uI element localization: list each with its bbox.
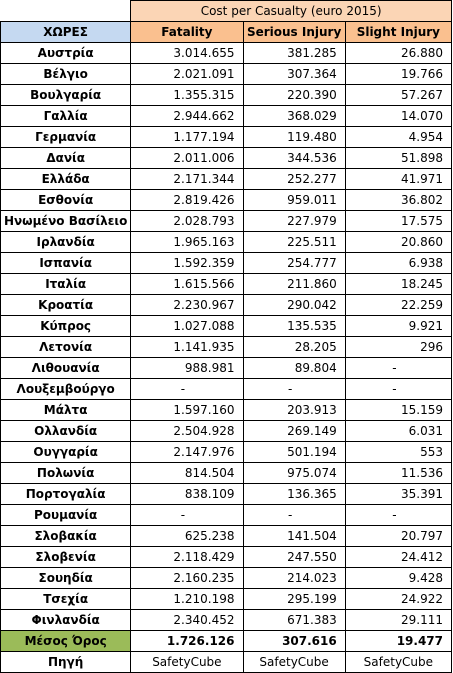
blank-corner-cell [1, 1, 131, 22]
slight-injury-cell: 26.880 [345, 43, 451, 64]
slight-injury-cell: 35.391 [345, 484, 451, 505]
country-cell: Βέλγιο [1, 64, 131, 85]
table-row [1, 337, 452, 358]
country-cell: Φινλανδία [1, 610, 131, 631]
country-cell: Τσεχία [1, 589, 131, 610]
slight-injury-cell: 51.898 [345, 148, 451, 169]
slight-injury-cell: 11.536 [345, 463, 451, 484]
slight-injury-cell: 9.921 [345, 316, 451, 337]
table-row [1, 64, 452, 85]
table-row [1, 400, 452, 421]
fatality-cell: 1.355.315 [131, 85, 243, 106]
fatality-cell: 814.504 [131, 463, 243, 484]
average-slight-injury: 19.477 [345, 631, 451, 652]
table-row [1, 589, 452, 610]
country-cell: Δανία [1, 148, 131, 169]
table-row [1, 190, 452, 211]
table-row [1, 484, 452, 505]
country-cell: Σλοβακία [1, 526, 131, 547]
slight-injury-cell: 9.428 [345, 568, 451, 589]
serious-injury-cell: 203.913 [243, 400, 345, 421]
source-fatality: SafetyCube [131, 652, 243, 673]
fatality-cell: 625.238 [131, 526, 243, 547]
fatality-cell: 2.011.006 [131, 148, 243, 169]
table-row [1, 547, 452, 568]
country-cell: Κροατία [1, 295, 131, 316]
country-cell: Αυστρία [1, 43, 131, 64]
table-row [1, 169, 452, 190]
serious-injury-cell: 141.504 [243, 526, 345, 547]
table-row [1, 106, 452, 127]
table-row [1, 148, 452, 169]
fatality-cell: 2.021.091 [131, 64, 243, 85]
country-cell: Ισπανία [1, 253, 131, 274]
country-cell: Γαλλία [1, 106, 131, 127]
serious-injury-cell: 671.383 [243, 610, 345, 631]
fatality-cell: 2.147.976 [131, 442, 243, 463]
slight-injury-cell: 296 [345, 337, 451, 358]
fatality-cell: 838.109 [131, 484, 243, 505]
source-row [1, 652, 452, 673]
table-row [1, 232, 452, 253]
slight-injury-cell: - [345, 379, 451, 400]
serious-injury-cell: 975.074 [243, 463, 345, 484]
serious-injury-cell: 290.042 [243, 295, 345, 316]
serious-injury-cell: 307.364 [243, 64, 345, 85]
slight-injury-cell: 4.954 [345, 127, 451, 148]
fatality-cell: 1.592.359 [131, 253, 243, 274]
fatality-cell: - [131, 379, 243, 400]
table-row [1, 568, 452, 589]
slight-injury-cell: 36.802 [345, 190, 451, 211]
country-cell: Γερμανία [1, 127, 131, 148]
fatality-cell: 2.028.793 [131, 211, 243, 232]
serious-injury-cell: 269.149 [243, 421, 345, 442]
country-cell: Σουηδία [1, 568, 131, 589]
serious-injury-cell: 28.205 [243, 337, 345, 358]
table-row [1, 358, 452, 379]
fatality-cell: 1.210.198 [131, 589, 243, 610]
table-row [1, 421, 452, 442]
slight-injury-cell: 22.259 [345, 295, 451, 316]
slight-injury-cell: 17.575 [345, 211, 451, 232]
source-serious-injury: SafetyCube [243, 652, 345, 673]
table-row [1, 43, 452, 64]
table-row [1, 505, 452, 526]
country-cell: Ελλάδα [1, 169, 131, 190]
table-row [1, 379, 452, 400]
serious-injury-cell: 247.550 [243, 547, 345, 568]
fatality-cell: 3.014.655 [131, 43, 243, 64]
serious-injury-cell: 119.480 [243, 127, 345, 148]
table-row [1, 127, 452, 148]
country-cell: Ηνωμένο Βασίλειο [1, 211, 131, 232]
country-cell: Βουλγαρία [1, 85, 131, 106]
slight-injury-cell: 57.267 [345, 85, 451, 106]
serious-injury-cell: 135.535 [243, 316, 345, 337]
country-cell: Πολωνία [1, 463, 131, 484]
fatality-cell: 2.504.928 [131, 421, 243, 442]
country-cell: Ολλανδία [1, 421, 131, 442]
fatality-cell: 2.340.452 [131, 610, 243, 631]
fatality-cell: 2.944.662 [131, 106, 243, 127]
slight-injury-cell: 20.797 [345, 526, 451, 547]
serious-injury-cell: 368.029 [243, 106, 345, 127]
slight-injury-cell: 6.031 [345, 421, 451, 442]
group-title: Cost per Casualty (euro 2015) [131, 1, 452, 22]
table-row [1, 526, 452, 547]
average-label: Μέσος Όρος [1, 631, 131, 652]
serious-injury-cell: 89.804 [243, 358, 345, 379]
country-cell: Εσθονία [1, 190, 131, 211]
average-fatality: 1.726.126 [131, 631, 243, 652]
source-label: Πηγή [1, 652, 131, 673]
table-row [1, 85, 452, 106]
slight-injury-cell: - [345, 358, 451, 379]
fatality-cell: - [131, 505, 243, 526]
slight-injury-cell: 41.971 [345, 169, 451, 190]
fatality-cell: 1.615.566 [131, 274, 243, 295]
column-header-row [1, 22, 452, 43]
table-row [1, 316, 452, 337]
slight-injury-cell: 19.766 [345, 64, 451, 85]
serious-injury-cell: 959.011 [243, 190, 345, 211]
country-cell: Ιρλανδία [1, 232, 131, 253]
serious-injury-cell: 220.390 [243, 85, 345, 106]
country-cell: Λετονία [1, 337, 131, 358]
fatality-cell: 1.965.163 [131, 232, 243, 253]
fatality-cell: 1.027.088 [131, 316, 243, 337]
country-cell: Ουγγαρία [1, 442, 131, 463]
serious-injury-cell: 501.194 [243, 442, 345, 463]
table-row [1, 295, 452, 316]
source-slight-injury: SafetyCube [345, 652, 451, 673]
fatality-cell: 2.230.967 [131, 295, 243, 316]
slight-injury-cell: 24.922 [345, 589, 451, 610]
fatality-cell: 2.819.426 [131, 190, 243, 211]
slight-injury-cell: 14.070 [345, 106, 451, 127]
country-cell: Κύπρος [1, 316, 131, 337]
slight-injury-cell: 553 [345, 442, 451, 463]
serious-injury-cell: 381.285 [243, 43, 345, 64]
country-cell: Λουξεμβούργο [1, 379, 131, 400]
slight-injury-column-header: Slight Injury [345, 22, 451, 43]
country-cell: Ρουμανία [1, 505, 131, 526]
country-cell: Σλοβενία [1, 547, 131, 568]
serious-injury-cell: 227.979 [243, 211, 345, 232]
slight-injury-cell: 29.111 [345, 610, 451, 631]
fatality-column-header: Fatality [131, 22, 243, 43]
country-cell: Ιταλία [1, 274, 131, 295]
table-row [1, 463, 452, 484]
fatality-cell: 2.171.344 [131, 169, 243, 190]
slight-injury-cell: 24.412 [345, 547, 451, 568]
slight-injury-cell: 18.245 [345, 274, 451, 295]
serious-injury-cell: 254.777 [243, 253, 345, 274]
country-cell: Λιθουανία [1, 358, 131, 379]
serious-injury-cell: 344.536 [243, 148, 345, 169]
group-header-row [1, 1, 452, 22]
fatality-cell: 2.118.429 [131, 547, 243, 568]
fatality-cell: 988.981 [131, 358, 243, 379]
slight-injury-cell: 6.938 [345, 253, 451, 274]
slight-injury-cell: - [345, 505, 451, 526]
serious-injury-cell: 136.365 [243, 484, 345, 505]
serious-injury-cell: 252.277 [243, 169, 345, 190]
table-row [1, 274, 452, 295]
slight-injury-cell: 15.159 [345, 400, 451, 421]
serious-injury-cell: 225.511 [243, 232, 345, 253]
country-column-header: ΧΩΡΕΣ [1, 22, 131, 43]
average-row [1, 631, 452, 652]
average-serious-injury: 307.616 [243, 631, 345, 652]
table-row [1, 253, 452, 274]
fatality-cell: 1.597.160 [131, 400, 243, 421]
fatality-cell: 1.141.935 [131, 337, 243, 358]
table-row [1, 610, 452, 631]
fatality-cell: 2.160.235 [131, 568, 243, 589]
table-row [1, 442, 452, 463]
serious-injury-cell: - [243, 379, 345, 400]
fatality-cell: 1.177.194 [131, 127, 243, 148]
serious-injury-cell: 211.860 [243, 274, 345, 295]
country-cell: Πορτογαλία [1, 484, 131, 505]
serious-injury-cell: 214.023 [243, 568, 345, 589]
slight-injury-cell: 20.860 [345, 232, 451, 253]
serious-injury-cell: 295.199 [243, 589, 345, 610]
serious-injury-column-header: Serious Injury [243, 22, 345, 43]
serious-injury-cell: - [243, 505, 345, 526]
country-cell: Μάλτα [1, 400, 131, 421]
table-row [1, 211, 452, 232]
